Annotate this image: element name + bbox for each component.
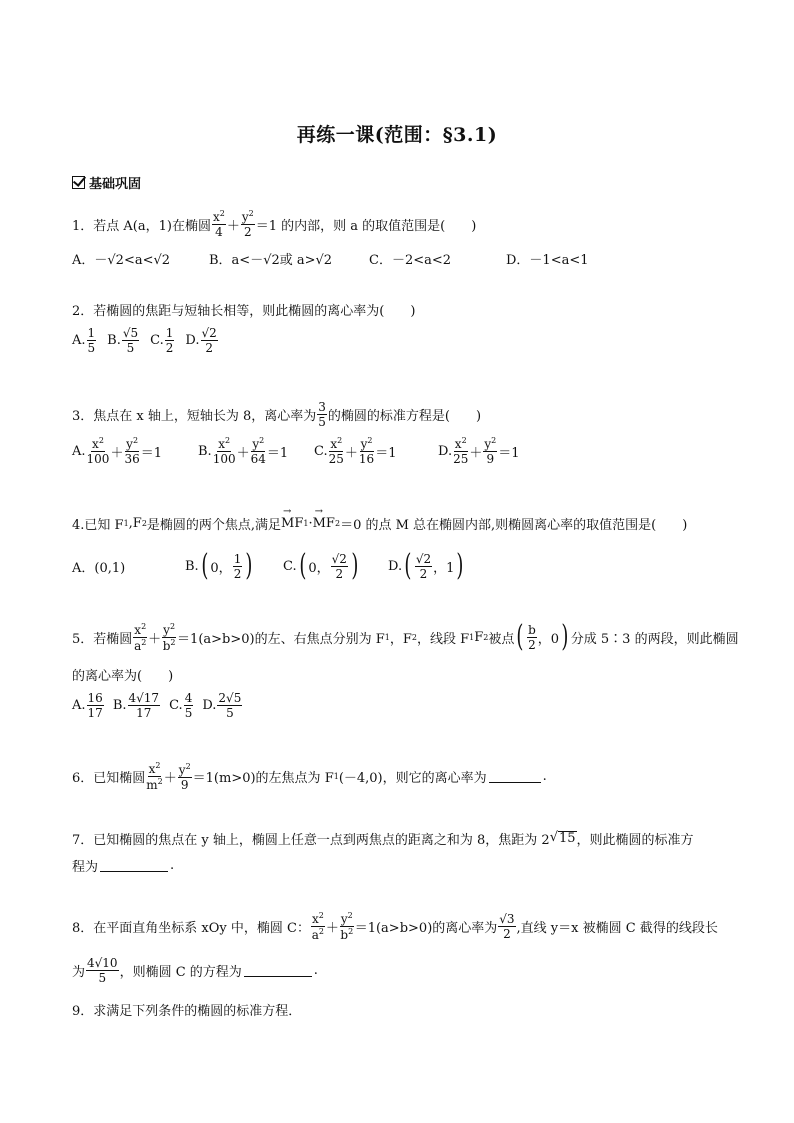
q1-option-a: A．－√2<a<√2 [72,253,171,268]
question-4-options [72,548,466,583]
q4-option-a: A．(0,1) [72,560,126,576]
q3-text-b: 的椭圆的标准方程是( ) [327,409,482,424]
fraction: $\frac{x^2}{4}$ [212,209,225,239]
q1-option-d: D．－1<a<1 [506,253,589,268]
question-3-options [72,437,520,465]
q6-end: . [542,769,547,784]
question-1-options [72,249,589,268]
q5-text-b: ＝1(a>b>0)的左、右焦点分别为 F [177,631,385,647]
question-8-line1: 8．在平面直角坐标系 xOy 中，椭圆 C： $\frac{x^2}{a^2}$ ＋ $\frac{y^2}{b^2}$ ＝1(a>b>0)的离心率为 $\frac{√3}{2}$ ,直线 y＝x 被椭圆 C 截得的线段长 [72,911,718,942]
q5-text-c: ，线段 F [416,631,470,647]
q3-option-a: A. $\frac{x^2}{100}$ ＋ $\frac{y^2}{36}$ ＝1 [72,436,163,466]
q8-text-d: 为 [72,965,86,980]
q3-option-c: C. $\frac{x^2}{25}$ ＋ $\frac{y^2}{16}$ ＝1 [314,436,397,466]
fraction: $\frac{y^2}{2}$ [241,209,254,239]
question-7-line2 [72,856,174,875]
question-5-options: A. $\frac{16}{17}$ B. $\frac{4√17}{17}$ C. $\frac{4}{5}$ D. $\frac{2√5}{5}$ [72,691,242,720]
q5-text-d: 被点 [488,631,515,647]
q4-option-d: D. ( $\frac{√2}{2}$ ，1 ) [388,548,464,583]
q3-option-d: D. $\frac{x^2}{25}$ ＋ $\frac{y^2}{9}$ ＝1 [438,436,520,466]
q6-text-a: 6．已知椭圆 [72,771,146,786]
q3-option-b: B. $\frac{x^2}{100}$ ＋ $\frac{y^2}{64}$ ＝1 [198,436,289,466]
q2-option-c: C. [150,333,164,348]
q7-text-a: 7．已知椭圆的焦点在 y 轴上，椭圆上任意一点到两焦点的距离之和为 8，焦距为 2 [72,833,550,848]
question-5-line2: 的离心率为( ) [72,669,174,684]
q2-option-a: A. [72,333,86,348]
q4-text-a: 4.已知 F [72,518,124,533]
q8-end: . [313,963,318,978]
q6-text-c: (－4,0)，则它的离心率为 [338,771,487,786]
q5-text-a: 5．若椭圆 [72,631,133,647]
q2-option-b: B. [107,333,121,348]
question-3-stem: 3．焦点在 x 轴上，短轴长为 8，离心率为 $\frac{3}{5}$ 的椭圆的标准方程是( ) [72,400,482,429]
q4-text-b: 是椭圆的两个焦点,满足 [146,518,282,533]
q4-option-b: B. ( 0， $\frac{1}{2}$ ) [185,548,253,583]
q8-text-b: ＝1(a>b>0)的离心率为 [354,921,498,936]
question-5-stem: 5．若椭圆 $\frac{x^2}{a^2}$ ＋ $\frac{y^2}{b^2}$ ＝1(a>b>0)的左、右焦点分别为 F 1 ，F 2 ，线段 F 1 F 2 被点 ( $\frac{b}{2}$ ，0 ) 分成 5∶3 的两段，则此椭圆 [72,619,739,654]
section-label: 基础巩固 [89,177,142,192]
question-1-stem: 1．若点 A(a，1)在椭圆 $\frac{x^2}{4}$ ＋ $\frac{y^2}{2}$ ＝1 的内部，则 a 的取值范围是( ) [72,209,477,239]
q5-text-e: 分成 5∶3 的两段，则此椭圆 [570,631,739,647]
question-4-stem: 4.已知 F 1 ,F 2 是椭圆的两个焦点,满足 → MF 1 · → MF 2 ＝0 的点 M 总在椭圆内部,则椭圆离心率的取值范围是( ) [72,514,687,533]
question-9-stem: 9．求满足下列条件的椭圆的标准方程． [72,1004,302,1019]
answer-blank[interactable] [489,770,541,783]
q7-end: . [170,858,175,873]
section-heading [72,173,141,192]
q7-text-c: 程为 [72,860,99,875]
question-2-stem: 2．若椭圆的焦距与短轴长相等，则此椭圆的离心率为( ) [72,304,416,319]
answer-blank[interactable] [100,859,168,872]
q6-text-b: ＝1(m>0)的左焦点为 F [192,771,334,786]
q8-text-e: ，则椭圆 C 的方程为 [119,965,242,980]
q7-text-b: ，则此椭圆的标准方 [576,833,694,848]
q8-text-a: 8．在平面直角坐标系 xOy 中，椭圆 C： [72,921,310,936]
q4-option-c: C. ( 0， $\frac{√2}{2}$ ) [283,548,359,583]
q1-option-b: B．a<－√2或 a>√2 [209,253,333,268]
question-8-line2: 为 $\frac{4√10}{5}$ ，则椭圆 C 的方程为 . [72,956,318,985]
question-7-line1: 7．已知椭圆的焦点在 y 轴上，椭圆上任意一点到两焦点的距离之和为 8，焦距为 2 √ 15 ，则此椭圆的标准方 [72,829,694,848]
q1-text-b: ＝1 的内部，则 a 的取值范围是( ) [255,218,477,234]
question-6-stem: 6．已知椭圆 $\frac{x^2}{m^2}$ ＋ $\frac{y^2}{9}$ ＝1(m>0)的左焦点为 F 1 (－4,0)，则它的离心率为 . [72,761,547,792]
checkbox-icon [72,176,85,189]
page-title: 再练一课(范围：§3.1) [296,124,498,146]
question-2-options: A. $\frac{1}{5}$ B. $\frac{√5}{5}$ C. $\frac{1}{2}$ D. $\frac{√2}{2}$ [72,326,217,355]
q2-option-d: D. [185,333,200,348]
q4-text-c: ＝0 的点 M 总在椭圆内部,则椭圆离心率的取值范围是( ) [340,518,688,533]
q1-text-a: 1．若点 A(a，1)在椭圆 [72,218,211,234]
q3-text-a: 3．焦点在 x 轴上，短轴长为 8，离心率为 [72,409,317,424]
q8-text-c: ,直线 y＝x 被椭圆 C 截得的线段长 [516,921,718,936]
answer-blank[interactable] [244,964,312,977]
q1-option-c: C．－2<a<2 [369,253,452,268]
